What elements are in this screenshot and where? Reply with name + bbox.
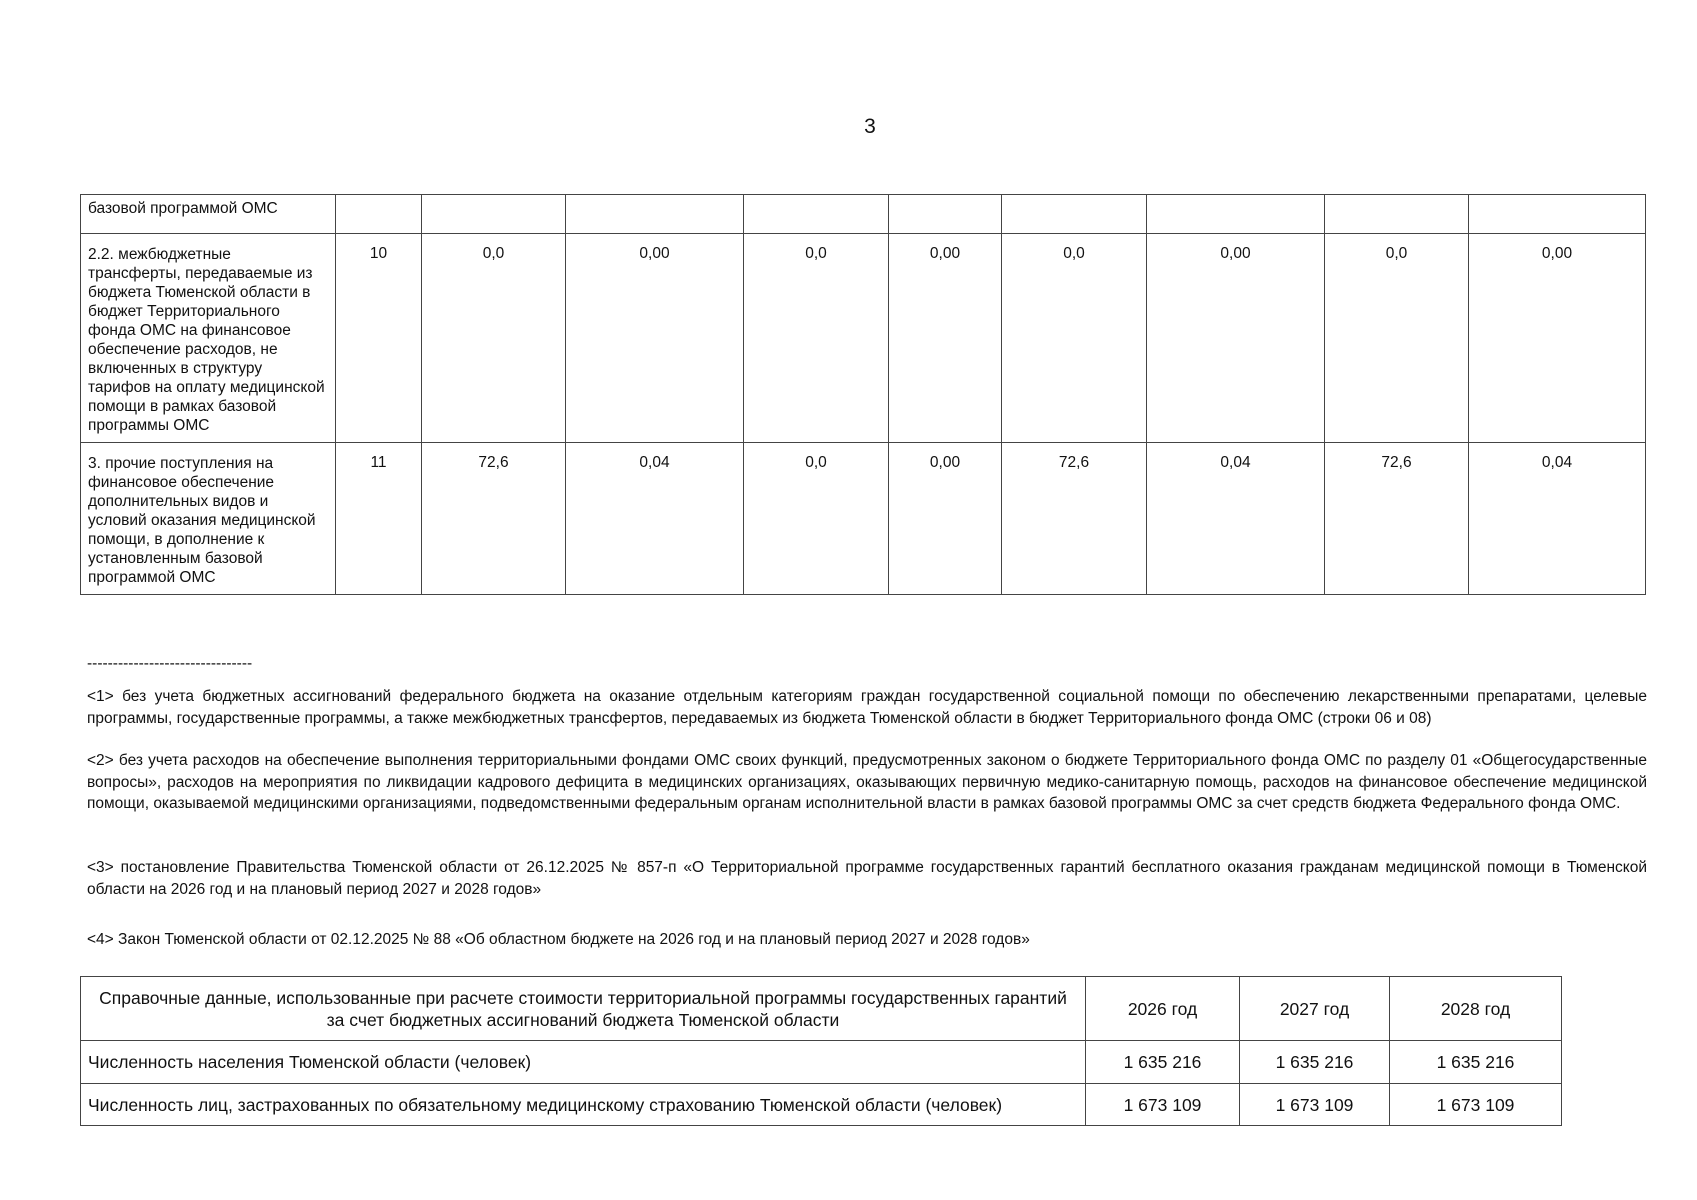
row-label: базовой программой ОМС: [81, 195, 336, 234]
table-cell: [1147, 195, 1325, 234]
table-cell: 0,0: [422, 234, 566, 443]
table-cell: 0,0: [744, 234, 889, 443]
footnote-2: <2> без учета расходов на обеспечение выполнения территориальными фондами ОМС своих функций, предусмотренных законом о бюджете Территориального фонда ОМС по разделу 01 «Общегосударственные вопросы», расходов на мероприятия по ликвидации кадрового дефицита в медицинских организациях, оказывающих первичную медико-санитарную помощь, расходов на финансовое обеспечение медицинской помощи, оказываемой медицинскими организациями, подведомственными федеральным органам исполнительной власти в рамках базовой программы ОМС за счет средств бюджета Федерального фонда ОМС.: [87, 752, 1647, 812]
table-cell: 0,0: [744, 443, 889, 595]
row-line-number: 11: [336, 443, 422, 595]
table-cell: 0,04: [1147, 443, 1325, 595]
table-row: [81, 1084, 1562, 1126]
footnote-4: <4> Закон Тюменской области от 02.12.2025 № 88 «Об областном бюджете на 2026 год и на плановый период 2027 и 2028 годов»: [87, 931, 1030, 948]
table-cell: 0,0: [1325, 234, 1469, 443]
table-cell: 1 673 109: [1240, 1084, 1390, 1126]
table-header-row: [81, 977, 1562, 1041]
table-cell: 1 673 109: [1390, 1084, 1562, 1126]
table-cell: 0,00: [1147, 234, 1325, 443]
table-cell: [1325, 195, 1469, 234]
table-cell: 1 635 216: [1086, 1041, 1240, 1084]
page-number: 3: [864, 115, 876, 138]
table-cell: [889, 195, 1002, 234]
row-label: 2.2. межбюджетные трансферты, передаваемые из бюджета Тюменской области в бюджет Территориального фонда ОМС на финансовое обеспечение расходов, не включенных в структуру тарифов на оплату медицинской помощи в рамках базовой программы ОМС: [81, 234, 336, 443]
row-label: 3. прочие поступления на финансовое обеспечение дополнительных видов и условий оказания медицинской помощи, в дополнение к установленным базовой программой ОМС: [81, 443, 336, 595]
table-cell: 1 635 216: [1240, 1041, 1390, 1084]
table-cell: [566, 195, 744, 234]
table-cell: [1002, 195, 1147, 234]
reference-data-table: [80, 976, 1562, 1126]
table-cell: 0,0: [1002, 234, 1147, 443]
table-cell: 1 673 109: [1086, 1084, 1240, 1126]
table-cell: 1 635 216: [1390, 1041, 1562, 1084]
table-row: [81, 443, 1646, 595]
table-cell: 0,00: [566, 234, 744, 443]
row-label: Численность лиц, застрахованных по обязательному медицинскому страхованию Тюменской области (человек): [81, 1084, 1086, 1126]
year-header: 2027 год: [1240, 977, 1390, 1041]
table-row: [81, 195, 1646, 234]
table-cell: [422, 195, 566, 234]
footnote-3: <3> постановление Правительства Тюменской области от 26.12.2025 № 857-п «О Территориальной программе государственных гарантий бесплатного оказания гражданам медицинской помощи в Тюменской области на 2026 год и на плановый период 2027 и 2028 годов»: [87, 859, 1647, 898]
table-cell: 0,04: [1469, 443, 1646, 595]
table-cell: 0,04: [566, 443, 744, 595]
year-header: 2026 год: [1086, 977, 1240, 1041]
table-cell: [744, 195, 889, 234]
row-line-number: 10: [336, 234, 422, 443]
reference-table-title: Справочные данные, использованные при расчете стоимости территориальной программы государственных гарантий за счет бюджетных ассигнований бюджета Тюменской области: [81, 977, 1086, 1041]
table-cell: 0,00: [889, 443, 1002, 595]
table-cell: 72,6: [422, 443, 566, 595]
table-cell: 0,00: [889, 234, 1002, 443]
table-cell: 72,6: [1325, 443, 1469, 595]
table-cell: 0,00: [1469, 234, 1646, 443]
table-row: [81, 234, 1646, 443]
financing-table: [80, 194, 1646, 595]
table-cell: 72,6: [1002, 443, 1147, 595]
row-label: Численность населения Тюменской области (человек): [81, 1041, 1086, 1084]
year-header: 2028 год: [1390, 977, 1562, 1041]
footnote-separator: --------------------------------: [87, 655, 253, 672]
table-cell: [1469, 195, 1646, 234]
row-line-number: [336, 195, 422, 234]
footnote-1: <1> без учета бюджетных ассигнований федерального бюджета на оказание отдельным категориям граждан государственной социальной помощи по обеспечению лекарственными препаратами, целевые программы, государственные программы, а также межбюджетных трансфертов, передаваемых из бюджета Тюменской области в бюджет Территориального фонда ОМС (строки 06 и 08): [87, 688, 1647, 727]
table-row: [81, 1041, 1562, 1084]
